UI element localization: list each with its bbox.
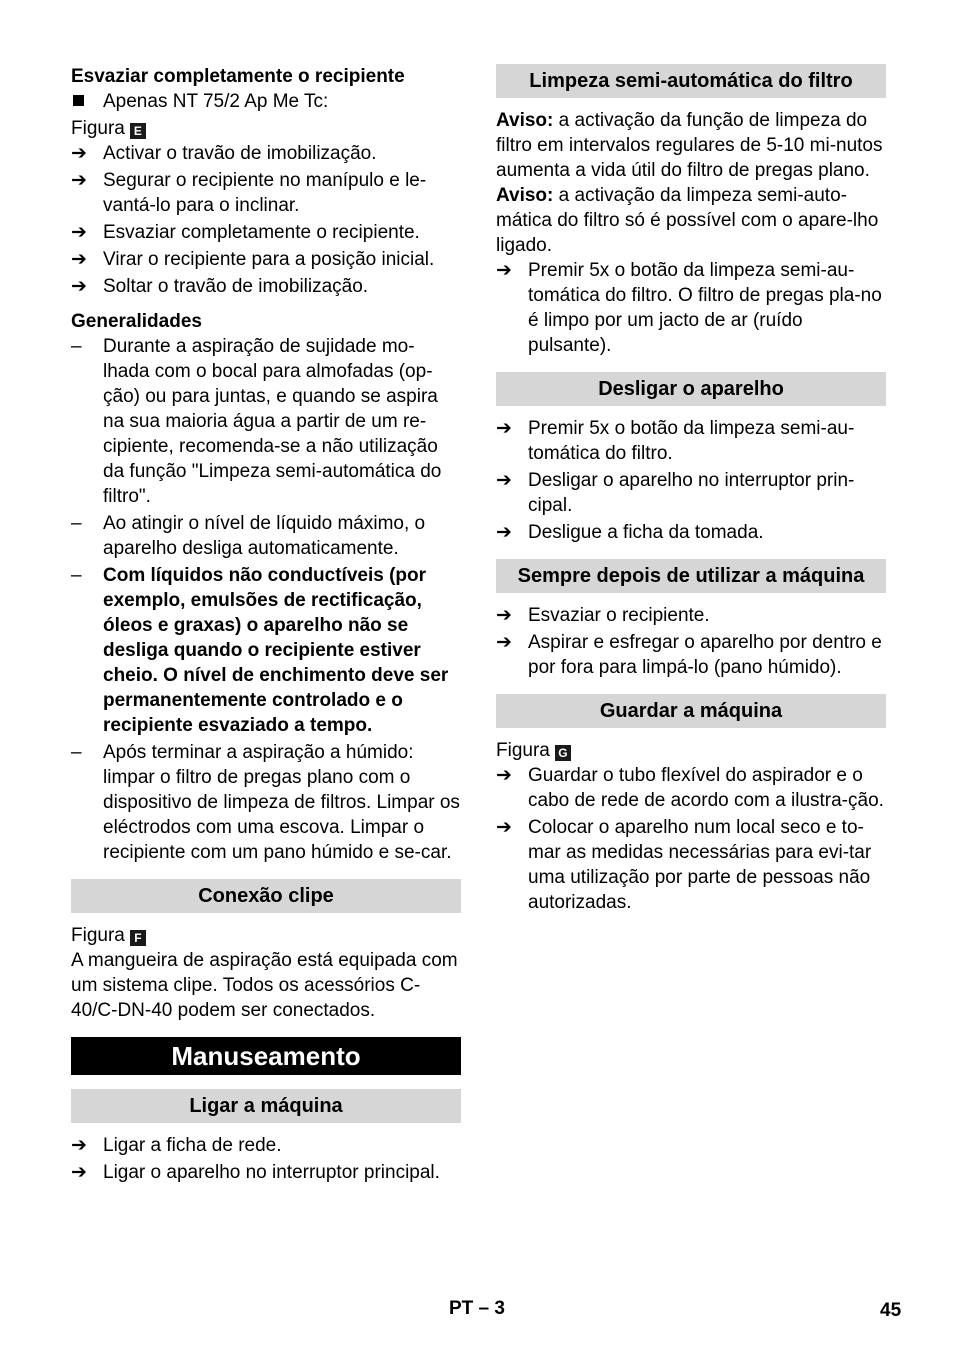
step-text: Virar o recipiente para a posição inicial. [103,249,435,270]
section-header-guardar: Guardar a máquina [496,694,886,728]
figure-reference [71,116,461,141]
arrow-icon: ➔ [496,522,512,543]
step-text: Esvaziar o recipiente. [528,605,710,626]
right-column [496,64,886,917]
step-item [71,141,461,166]
step-item [71,220,461,245]
step-list-ligar [71,1133,461,1185]
step-text: Colocar o aparelho num local seco e to-mar as medidas necessárias para evi-tar uma utilização por parte de pessoas não autorizadas. [528,817,872,913]
section-title-generalidades: Generalidades [71,311,202,332]
step-item [71,168,461,218]
arrow-icon: ➔ [496,632,512,653]
section-header-sempre: Sempre depois de utilizar a máquina [496,559,886,593]
step-item [71,1133,461,1158]
step-text: Soltar o travão de imobilização. [103,276,369,297]
step-list-sempre [496,603,886,680]
figure-e-icon: E [130,123,146,139]
footer-language-page: PT – 3 [449,1298,505,1319]
list-item-text: Com líquidos não conductíveis (por exemplo, emulsões de rectificação, óleos e graxas) o aparelho não se desliga quando o recipiente estiver cheio. O nível de enchimento deve ser permanentemente controlado e o recipiente esvaziado a tempo. [103,565,449,736]
step-text: Premir 5x o botão da limpeza semi-au-tomática do filtro. [528,418,855,464]
list-item [71,740,461,865]
section-title-esvaziar: Esvaziar completamente o recipiente [71,66,405,87]
section-header-desligar: Desligar o aparelho [496,372,886,406]
step-text: Ligar a ficha de rede. [103,1135,282,1156]
arrow-icon: ➔ [71,222,87,243]
step-text: Premir 5x o botão da limpeza semi-au-tomática do filtro. O filtro de pregas pla-no é limpo por um jacto de ar (ruído pulsante). [528,260,882,356]
figure-label: Figura [496,740,550,761]
step-text: Activar o travão de imobilização. [103,143,377,164]
clip-paragraph: A mangueira de aspiração está equipada com um sistema clipe. Todos os acessórios C-40/C-DN-40 podem ser conectados. [71,950,458,1021]
arrow-icon: ➔ [496,418,512,439]
section-header-limpeza: Limpeza semi-automática do filtro [496,64,886,98]
list-item [71,89,461,114]
list-item-text: Apenas NT 75/2 Ap Me Tc: [103,91,329,112]
dash-bullet: – [71,336,82,357]
step-item [71,247,461,272]
dash-bullet: – [71,565,82,586]
arrow-icon: ➔ [496,260,512,281]
general-list [71,334,461,865]
step-text: Guardar o tubo flexível do aspirador e o cabo de rede de acordo com a ilustra-ção. [528,765,884,811]
dash-bullet: – [71,742,82,763]
arrow-icon: ➔ [71,1135,87,1156]
list-item-warning [71,563,461,738]
figure-f-icon: F [130,930,146,946]
step-item [496,603,886,628]
figure-g-icon: G [555,745,571,761]
square-bullet-icon [71,89,103,114]
chapter-header-manuseamento: Manuseamento [71,1037,461,1075]
aviso-paragraph [496,108,886,183]
aviso-label: Aviso: [496,110,554,131]
step-item [496,520,886,545]
step-text: Segurar o recipiente no manípulo e le-vantá-lo para o inclinar. [103,170,427,216]
list-item [71,334,461,509]
arrow-icon: ➔ [71,1162,87,1183]
section-header-ligar: Ligar a máquina [71,1089,461,1123]
arrow-icon: ➔ [71,170,87,191]
dash-bullet: – [71,513,82,534]
list-item-text: Ao atingir o nível de líquido máximo, o aparelho desliga automaticamente. [103,513,426,559]
step-text: Aspirar e esfregar o aparelho por dentro e por fora para limpá-lo (pano húmido). [528,632,882,678]
step-text: Desligue a ficha da tomada. [528,522,764,543]
left-column [71,64,461,1187]
step-list-guardar [496,763,886,915]
aviso-label: Aviso: [496,185,554,206]
step-text: Ligar o aparelho no interruptor principal. [103,1162,440,1183]
arrow-icon: ➔ [71,143,87,164]
figure-reference [71,923,461,948]
arrow-icon: ➔ [496,765,512,786]
arrow-icon: ➔ [71,276,87,297]
step-item [496,815,886,915]
figure-label: Figura [71,118,125,139]
step-item [71,1160,461,1185]
aviso-paragraph [496,183,886,258]
step-item [71,274,461,299]
step-item [496,763,886,813]
step-list-desligar [496,416,886,545]
step-item [496,630,886,680]
arrow-icon: ➔ [71,249,87,270]
step-text: Esvaziar completamente o recipiente. [103,222,420,243]
aviso-text: a activação da limpeza semi-auto-mática do filtro só é possível com o apare-lho ligado. [496,185,879,256]
step-text: Desligar o aparelho no interruptor prin-cipal. [528,470,855,516]
arrow-icon: ➔ [496,605,512,626]
footer-page-number: 45 [880,1300,902,1321]
arrow-icon: ➔ [496,470,512,491]
figure-reference [496,738,886,763]
step-item [496,416,886,466]
list-item-text: Durante a aspiração de sujidade mo-lhada com o bocal para almofadas (op-ção) ou para juntas, e quando se aspira na sua maioria água a partir de um re-cipiente, recomenda-se a não utilização da função "Limpeza semi-automática do filtro". [103,336,442,507]
step-list-esvaziar [71,141,461,299]
aviso-text: a activação da função de limpeza do filtro em intervalos regulares de 5-10 mi-nutos aumenta a vida útil do filtro de pregas plano. [496,110,883,181]
section-header-conexao-clipe: Conexão clipe [71,879,461,913]
list-item [71,511,461,561]
step-item [496,468,886,518]
step-item [496,258,886,358]
figure-label: Figura [71,925,125,946]
list-item-text: Após terminar a aspiração a húmido: limpar o filtro de pregas plano com o dispositivo de limpeza de filtros. Limpar os eléctrodos com uma escova. Limpar o recipiente com um pano húmido e se-car. [103,742,460,863]
arrow-icon: ➔ [496,817,512,838]
